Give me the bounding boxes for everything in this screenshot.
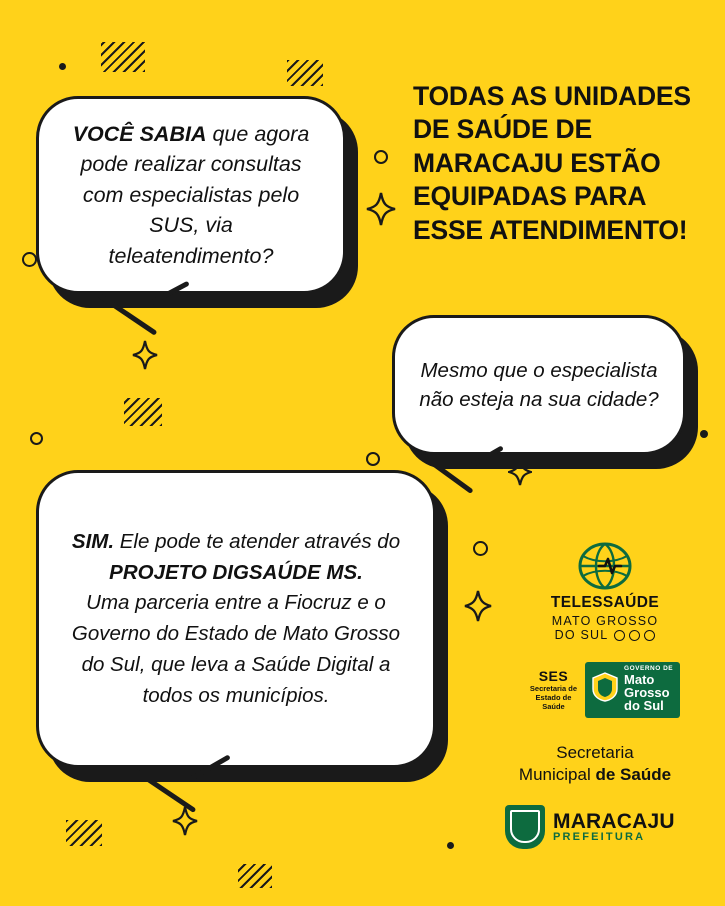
telessaude-subtitle-line2: DO SUL	[554, 628, 609, 643]
maracaju-name: MARACAJU	[553, 810, 675, 833]
maracaju-city-logo	[505, 805, 695, 849]
ses-subtitle-line2: Estado de	[535, 693, 572, 703]
ses-title: SES	[538, 667, 569, 684]
sparkle-icon-2	[132, 340, 158, 370]
speech-bubble-2	[392, 315, 686, 455]
bubble-1-rest: que agora pode realizar consultas com especialistas pelo SUS, via teleatendimento?	[80, 121, 310, 268]
sms-line2-bold: de Saúde	[595, 764, 672, 784]
telessaude-name: TELESSAÚDE	[550, 594, 660, 611]
bubble-2-body	[392, 315, 686, 455]
hatch-decoration-lower-left	[66, 820, 102, 846]
ms-coat-of-arms-icon	[592, 672, 618, 707]
circle-decoration-5	[30, 432, 43, 445]
dot-decoration-3	[447, 842, 454, 849]
gov-ms-small: GOVERNO DE	[624, 665, 674, 672]
bubble-1-text	[39, 119, 343, 272]
government-logo	[510, 662, 700, 718]
page-title: TODAS AS UNIDADES DE SAÚDE DE MARACAJU ESTÃO EQUIPADAS PARA ESSE ATENDIMENTO!	[413, 81, 691, 245]
bubble-3-lead: SIM.	[71, 529, 115, 553]
speech-bubble-3	[36, 470, 436, 768]
circle-decoration-1	[374, 150, 388, 164]
municipal-health-secretariat	[480, 742, 710, 786]
telessaude-circles-decoration	[614, 630, 655, 641]
bubble-3-text-part1: Ele pode te atender através do	[114, 529, 401, 553]
hatch-decoration-mid-left	[124, 398, 162, 426]
sms-line1: Secretaria	[556, 743, 634, 762]
globe-icon	[530, 540, 680, 592]
telessaude-subtitle	[530, 614, 680, 643]
speech-bubble-1	[36, 96, 346, 294]
ses-subtitle	[530, 684, 577, 712]
gov-ms-line3: do Sul	[624, 698, 664, 714]
sparkle-icon-4	[464, 590, 492, 622]
sparkle-icon-1	[366, 192, 396, 226]
maracaju-text	[553, 811, 675, 843]
bubble-3-project: PROJETO DIGSAÚDE MS.	[109, 560, 363, 584]
circle-decoration-3	[366, 452, 380, 466]
gov-ms-line1: Mato	[624, 671, 655, 687]
bubble-1-lead: VOCÊ SABIA	[72, 121, 207, 146]
telessaude-logo	[530, 540, 680, 643]
hatch-decoration-upper	[287, 60, 323, 86]
bubble-1-body	[36, 96, 346, 294]
gov-ms-bar	[585, 662, 680, 718]
dot-decoration-1	[59, 63, 66, 70]
bubble-3-text-part2: Uma parceria entre a Fiocruz e o Governo do Estado de Mato Grosso do Sul, que leva a Saúde Digital a todos os municípios.	[71, 591, 401, 707]
circle-decoration-4	[473, 541, 488, 556]
maracaju-shield-icon	[505, 805, 545, 849]
hatch-decoration-top-left	[101, 42, 145, 72]
maracaju-sub: PREFEITURA	[553, 831, 646, 843]
telessaude-subtitle-line1: MATO GROSSO	[551, 614, 659, 628]
hatch-decoration-bottom	[238, 864, 272, 888]
bubble-2-text: Mesmo que o especialista não esteja na sua cidade?	[419, 358, 659, 411]
ses-subtitle-line1: Secretaria de	[529, 683, 578, 693]
gov-ms-text	[624, 666, 673, 713]
sms-line2	[480, 764, 710, 786]
dot-decoration-2	[700, 430, 708, 438]
bubble-3-text	[39, 527, 433, 712]
sms-line2-normal: Municipal	[518, 764, 596, 784]
gov-ms-line2: Grosso	[624, 685, 670, 701]
bubble-3-body	[36, 470, 436, 768]
ses-block	[530, 668, 577, 712]
circle-decoration-2	[22, 252, 37, 267]
ses-subtitle-line3: Saúde	[542, 702, 565, 712]
